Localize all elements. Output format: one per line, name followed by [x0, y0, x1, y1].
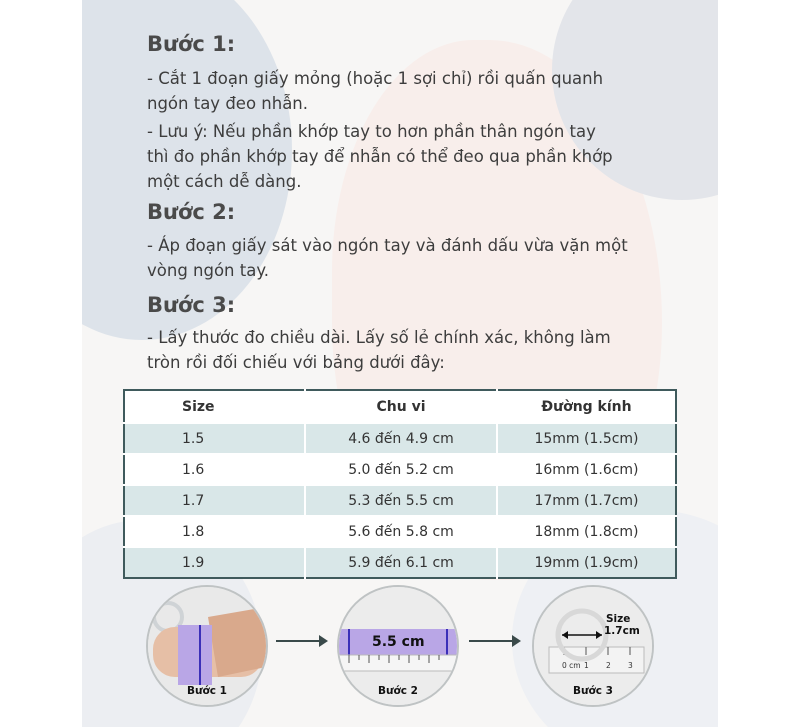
text-line: - Cắt 1 đoạn giấy mỏng (hoặc 1 sợi chỉ) rồi quấn quanh	[147, 69, 604, 88]
cell-circumference: 5.6 đến 5.8 cm	[305, 516, 497, 547]
paper-strip	[178, 625, 212, 685]
size-label: Size	[606, 613, 631, 625]
step3-title: Bước 3:	[147, 293, 236, 317]
text-line: một cách dễ dàng.	[147, 172, 302, 191]
cell-circumference: 4.6 đến 4.9 cm	[305, 423, 497, 454]
ruler-tick-label: 2	[606, 661, 611, 670]
step3-image	[532, 585, 654, 707]
ring-size-table	[123, 389, 677, 579]
cell-size: 1.9	[124, 547, 305, 578]
measurement-value: 5.5 cm	[372, 634, 425, 650]
header-size: Size	[182, 398, 215, 415]
cell-size: 1.8	[124, 516, 305, 547]
cell-diameter: 15mm (1.5cm)	[497, 423, 676, 454]
header-diameter: Đường kính	[497, 390, 676, 423]
step1-note	[147, 119, 613, 194]
cell-circumference: 5.0 đến 5.2 cm	[305, 454, 497, 485]
text-line: - Lưu ý: Nếu phần khớp tay to hơn phần thân ngón tay	[147, 122, 596, 141]
step1-image	[146, 585, 268, 707]
ruler-tick-label: 1	[584, 661, 589, 670]
cell-size: 1.6	[124, 454, 305, 485]
header-circumference: Chu vi	[305, 390, 497, 423]
step2-image	[337, 585, 459, 707]
text-line: - Lấy thước đo chiều dài. Lấy số lẻ chính xác, không làm	[147, 328, 611, 347]
table-row	[124, 516, 676, 547]
table-header-row	[124, 390, 676, 423]
cell-size: 1.5	[124, 423, 305, 454]
text-line: thì đo phần khớp tay để nhẫn có thể đeo qua phần khớp	[147, 147, 613, 166]
text-line: ngón tay đeo nhẫn.	[147, 94, 309, 113]
text-line: vòng ngón tay.	[147, 261, 270, 280]
text-line: - Áp đoạn giấy sát vào ngón tay và đánh dấu vừa vặn một	[147, 236, 628, 255]
step2-text	[147, 233, 628, 283]
step3-text	[147, 325, 611, 375]
cell-circumference: 5.3 đến 5.5 cm	[305, 485, 497, 516]
ruler-tick-label: 3	[628, 661, 633, 670]
ruler-zero-label: 0 cm	[562, 661, 581, 670]
step1-image-label: Bước 1	[187, 685, 227, 697]
table-row	[124, 454, 676, 485]
table-row	[124, 423, 676, 454]
step2-image-label: Bước 2	[378, 685, 418, 697]
step2-title: Bước 2:	[147, 200, 236, 224]
table-row	[124, 547, 676, 578]
step1-text	[147, 66, 603, 116]
cell-diameter: 16mm (1.6cm)	[497, 454, 676, 485]
cell-circumference: 5.9 đến 6.1 cm	[305, 547, 497, 578]
table-row	[124, 485, 676, 516]
step3-image-label: Bước 3	[573, 685, 613, 697]
arrow-right-icon	[276, 640, 326, 642]
cell-size: 1.7	[124, 485, 305, 516]
text-line: tròn rồi đối chiếu với bảng dưới đây:	[147, 353, 445, 372]
size-value: 1.7cm	[604, 625, 640, 637]
step1-title: Bước 1:	[147, 32, 236, 56]
cell-diameter: 19mm (1.9cm)	[497, 547, 676, 578]
cell-diameter: 17mm (1.7cm)	[497, 485, 676, 516]
cell-diameter: 18mm (1.8cm)	[497, 516, 676, 547]
arrow-right-icon	[469, 640, 519, 642]
